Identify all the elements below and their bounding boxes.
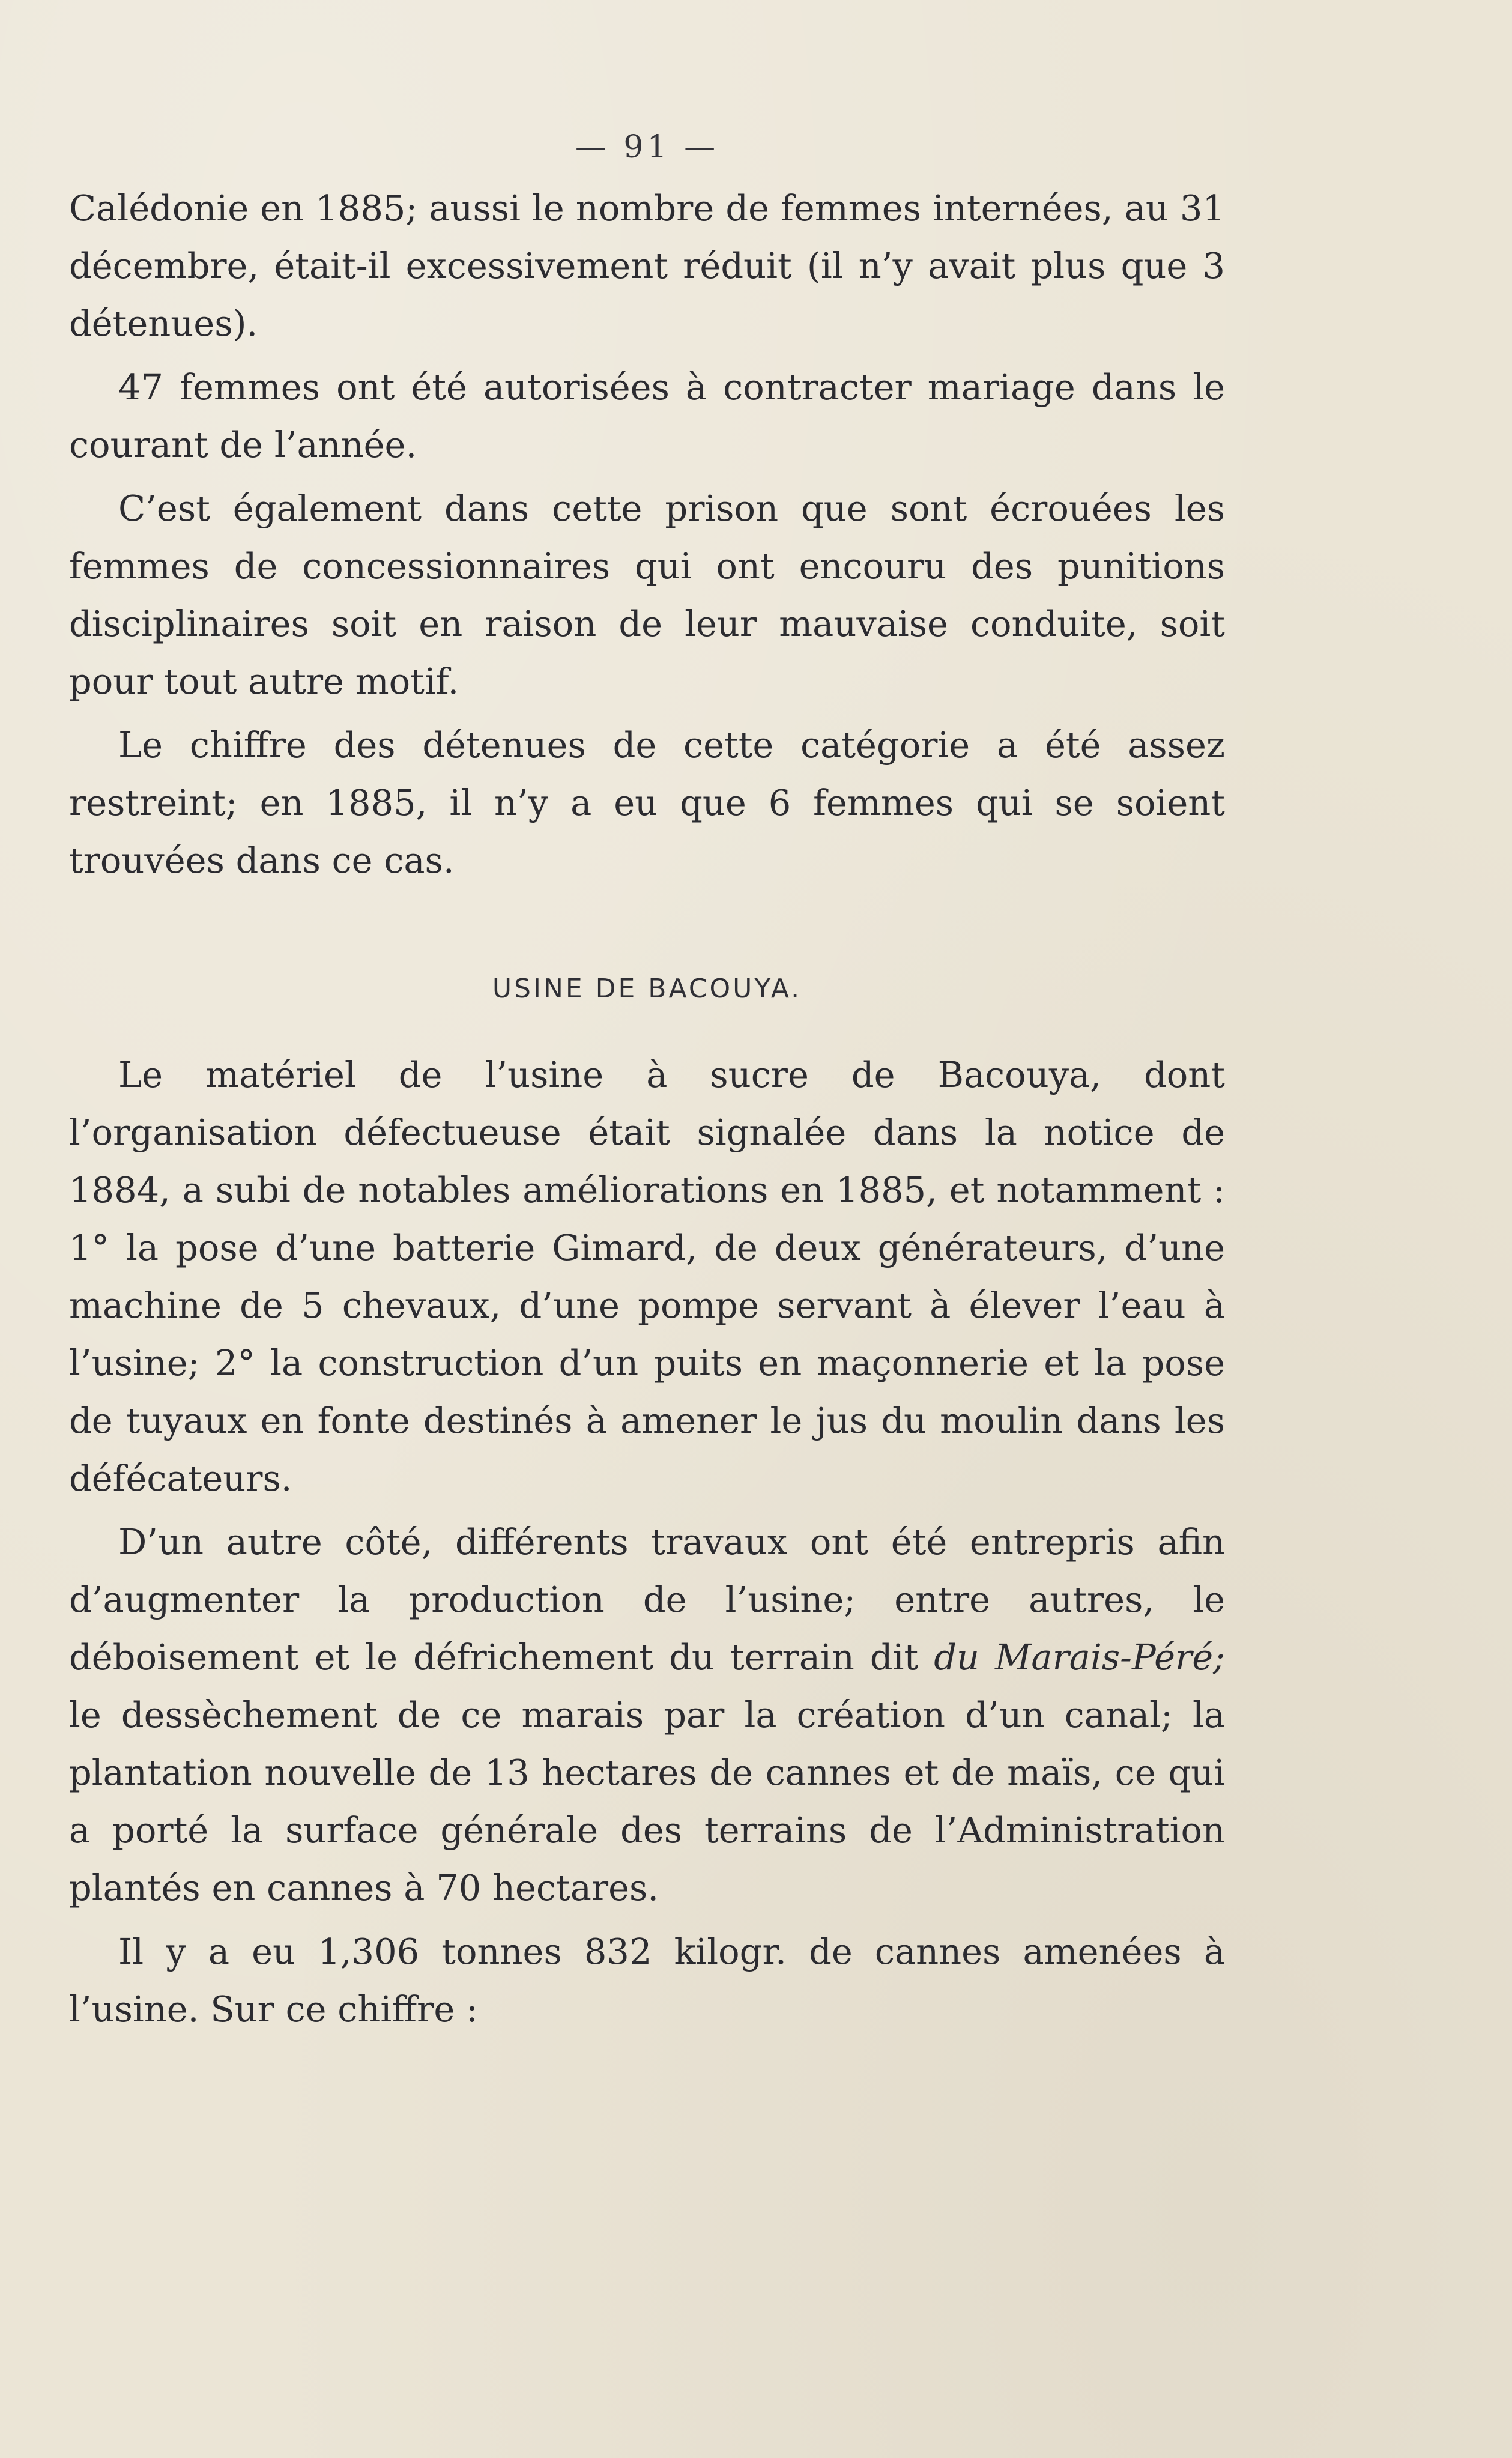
paragraph-usine-materiel: Le matériel de l’usine à sucre de Bacouya, dont l’organisation défectueuse était signalée dans la notice de 1884, a subi de notables améliorations en 1885, et notamment : 1° la pose d’une batterie Gimard, de deux générateurs, d’une machine de 5 chevaux, d’une pompe servant à élever l’eau à l’usine; 2° la construction d’un puits en maçonnerie et la pose de tuyaux en fonte destinés à amener le jus du moulin dans les défécateurs. (69, 1054, 1225, 1499)
page-content (69, 129, 1225, 2038)
paragraph-continuation: Calédonie en 1885; aussi le nombre de femmes internées, au 31 décembre, était-il excessivement réduit (il n’y avait plus que 3 détenues). (69, 187, 1225, 344)
paragraph-marriages: 47 femmes ont été autorisées à contracter mariage dans le courant de l’année. (69, 366, 1225, 465)
paragraph-travaux-text-end: le dessèchement de ce marais par la création d’un canal; la plantation nouvelle de 13 hectares de cannes et de maïs, ce qui a porté la surface générale des terrains de l’Administration plantés en cannes à 70 hectares. (69, 1694, 1225, 1909)
paragraph-travaux-text-start: D’un autre côté, différents travaux ont été entrepris afin d’augmenter la production de l’usine; entre autres, le déboisement et le défrichement du terrain dit (69, 1521, 1225, 1678)
paragraph-detenues-count: Le chiffre des détenues de cette catégorie a été assez restreint; en 1885, il n’y a eu que 6 femmes qui se soient trouvées dans ce cas. (69, 724, 1225, 881)
paragraph-travaux (69, 1513, 1225, 1917)
page-number: — 91 — (575, 129, 719, 165)
place-name-marais-pere: du Marais-Péré; (934, 1636, 1225, 1678)
paragraph-concessionnaires: C’est également dans cette prison que sont écrouées les femmes de concessionnaires qui ont encouru des punitions disciplinaires soit en raison de leur mauvaise conduite, soit pour tout autre motif. (69, 488, 1225, 702)
section-heading: USINE DE BACOUYA. (492, 973, 802, 1004)
paragraph-tonnage: Il y a eu 1,306 tonnes 832 kilogr. de cannes amenées à l’usine. Sur ce chiffre : (69, 1931, 1225, 2030)
